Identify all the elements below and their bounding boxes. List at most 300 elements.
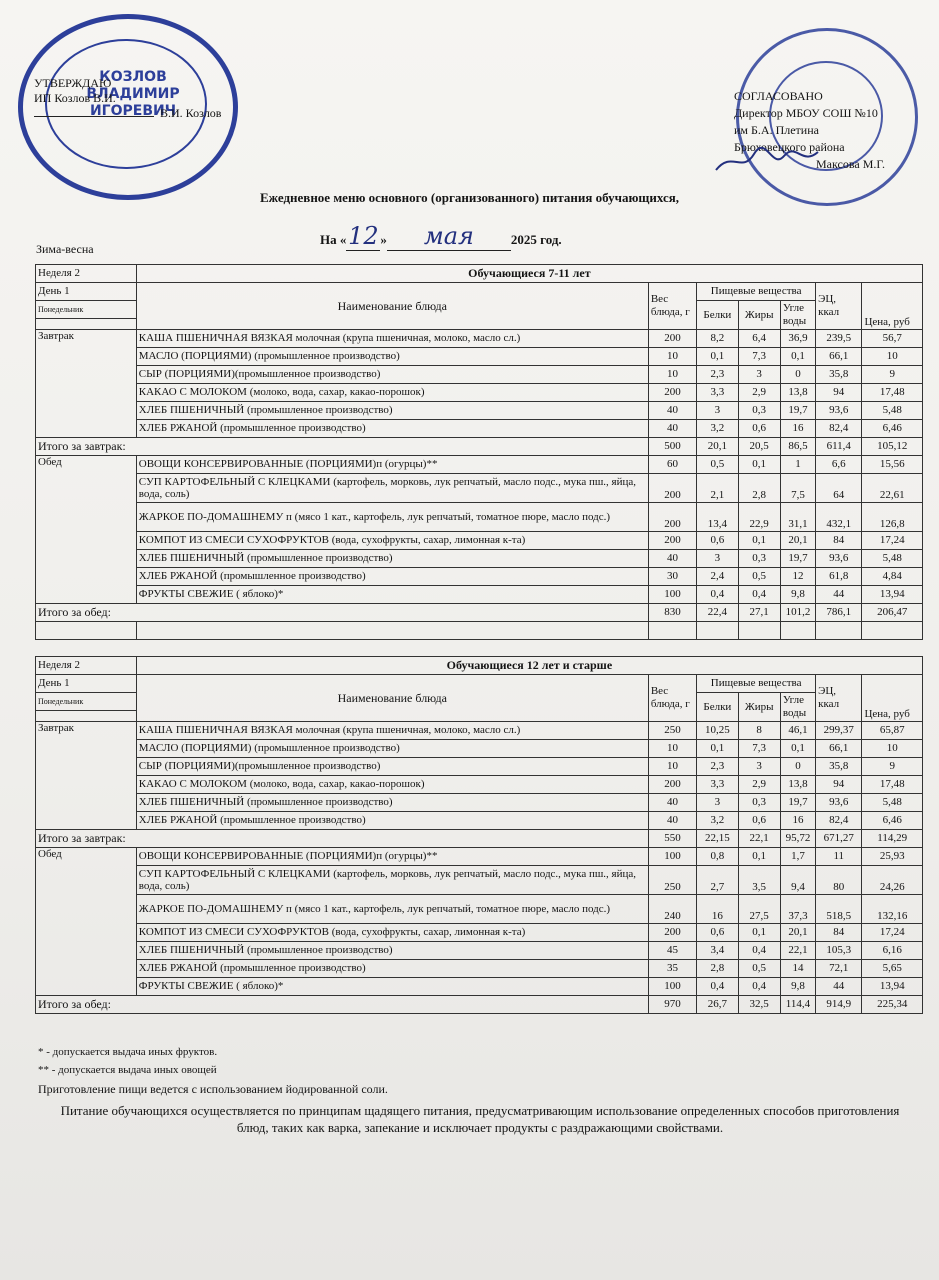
- dish-value-pr: 6,46: [862, 420, 923, 438]
- dish-value-e: 518,5: [816, 895, 862, 924]
- dish-value-p: 3,3: [697, 776, 738, 794]
- dish-row: [36, 366, 923, 384]
- total-value-c: 114,4: [780, 996, 815, 1014]
- dish-value-f: 0,1: [738, 848, 780, 866]
- dish-row: [36, 740, 923, 758]
- dish-value-e: 44: [816, 586, 862, 604]
- dish-value-p: 3,3: [697, 384, 738, 402]
- dish-value-c: 0,1: [780, 740, 815, 758]
- dish-value-w: 10: [648, 348, 696, 366]
- dish-row: [36, 456, 923, 474]
- dish-value-pr: 25,93: [862, 848, 923, 866]
- dish-name-header: Наименование блюда: [136, 675, 648, 722]
- total-value-c: 95,72: [780, 830, 815, 848]
- total-value-p: 22,4: [697, 604, 738, 622]
- dish-value-e: 64: [816, 474, 862, 503]
- dish-value-pr: 5,48: [862, 550, 923, 568]
- dish-name: ЖАРКОЕ ПО-ДОМАШНЕМУ п (мясо 1 кат., картофель, лук репчатый, томатное пюре, масло подс.): [136, 895, 648, 924]
- dish-value-e: 93,6: [816, 794, 862, 812]
- age-group-title: Обучающиеся 7-11 лет: [136, 265, 922, 283]
- dish-row: [36, 586, 923, 604]
- energy-header: ЭЦ, ккал: [816, 283, 862, 330]
- dish-value-p: 3: [697, 402, 738, 420]
- dish-value-pr: 4,84: [862, 568, 923, 586]
- dish-value-p: 3,2: [697, 420, 738, 438]
- left-stamp-name: КОЗЛОВ ВЛАДИМИР ИГОРЕВИЧ: [86, 69, 180, 119]
- blank-cell: [36, 711, 137, 722]
- total-row: [36, 438, 923, 456]
- dish-value-f: 2,9: [738, 384, 780, 402]
- dish-value-c: 1: [780, 456, 815, 474]
- dish-name: ОВОЩИ КОНСЕРВИРОВАННЫЕ (ПОРЦИЯМИ)п (огурцы)**: [136, 456, 648, 474]
- dish-value-pr: 9: [862, 366, 923, 384]
- dish-value-c: 0: [780, 758, 815, 776]
- dish-value-w: 100: [648, 848, 696, 866]
- dish-name: КАКАО С МОЛОКОМ (молоко, вода, сахар, какао-порошок): [136, 384, 648, 402]
- total-label: Итого за обед:: [36, 604, 649, 622]
- dish-value-c: 19,7: [780, 550, 815, 568]
- dish-value-c: 19,7: [780, 794, 815, 812]
- agreed-school: им Б.А. Плетина: [734, 123, 819, 137]
- protein-header: Белки: [697, 301, 738, 330]
- dish-value-f: 3: [738, 366, 780, 384]
- total-value-pr: 114,29: [862, 830, 923, 848]
- total-row: [36, 830, 923, 848]
- dish-value-p: 0,8: [697, 848, 738, 866]
- total-value-w: 830: [648, 604, 696, 622]
- dish-name: КАКАО С МОЛОКОМ (молоко, вода, сахар, какао-порошок): [136, 776, 648, 794]
- menu-table-12-plus: [35, 656, 923, 1014]
- dish-value-pr: 56,7: [862, 330, 923, 348]
- dish-value-c: 19,7: [780, 402, 815, 420]
- week-label: Неделя 2: [36, 265, 137, 283]
- dish-value-w: 40: [648, 550, 696, 568]
- dish-value-e: 84: [816, 924, 862, 942]
- document-title: Ежедневное меню основного (организованного) питания обучающихся,: [259, 190, 680, 205]
- agreed-signer: Максова М.Г.: [816, 157, 885, 171]
- dish-value-e: 94: [816, 384, 862, 402]
- dish-row: [36, 812, 923, 830]
- agreed-position: Директор МБОУ СОШ №10: [734, 106, 878, 120]
- note-vegetables: ** - допускается выдача иных овощей: [38, 1064, 217, 1076]
- total-value-pr: 105,12: [862, 438, 923, 456]
- header-row: [36, 283, 923, 301]
- dish-value-p: 8,2: [697, 330, 738, 348]
- date-day: 12: [348, 222, 379, 250]
- total-value-p: 22,15: [697, 830, 738, 848]
- note-salt: Приготовление пищи ведется с использованием йодированной соли.: [38, 1082, 388, 1096]
- dish-value-f: 0,6: [738, 420, 780, 438]
- spacer-row: [36, 622, 923, 640]
- dish-row: [36, 848, 923, 866]
- dish-value-pr: 17,24: [862, 924, 923, 942]
- dish-value-c: 7,5: [780, 474, 815, 503]
- meal-label: Обед: [36, 848, 137, 996]
- carbs-header: Угле воды: [780, 301, 815, 330]
- dish-value-p: 2,1: [697, 474, 738, 503]
- dish-value-f: 7,3: [738, 740, 780, 758]
- dish-name: ХЛЕБ ПШЕНИЧНЫЙ (промышленное производство): [136, 402, 648, 420]
- dish-value-w: 10: [648, 740, 696, 758]
- total-label: Итого за завтрак:: [36, 438, 649, 456]
- dish-value-p: 10,25: [697, 722, 738, 740]
- dish-value-pr: 22,61: [862, 474, 923, 503]
- dish-value-w: 200: [648, 532, 696, 550]
- dish-value-w: 200: [648, 330, 696, 348]
- dish-value-p: 0,1: [697, 740, 738, 758]
- week-row: [36, 265, 923, 283]
- dish-value-c: 9,4: [780, 866, 815, 895]
- dish-value-w: 40: [648, 402, 696, 420]
- blank-cell: [780, 622, 815, 640]
- dish-value-f: 0,1: [738, 456, 780, 474]
- dish-value-f: 6,4: [738, 330, 780, 348]
- dish-value-e: 35,8: [816, 758, 862, 776]
- dish-value-f: 0,4: [738, 978, 780, 996]
- dish-value-c: 46,1: [780, 722, 815, 740]
- dish-value-w: 40: [648, 420, 696, 438]
- dish-row: [36, 895, 923, 924]
- dish-value-w: 200: [648, 474, 696, 503]
- dish-value-f: 2,9: [738, 776, 780, 794]
- total-value-w: 500: [648, 438, 696, 456]
- dish-value-f: 8: [738, 722, 780, 740]
- total-value-e: 914,9: [816, 996, 862, 1014]
- dish-value-pr: 13,94: [862, 978, 923, 996]
- dish-value-c: 31,1: [780, 503, 815, 532]
- dish-value-f: 0,1: [738, 924, 780, 942]
- dish-value-w: 10: [648, 366, 696, 384]
- dish-value-p: 3,4: [697, 942, 738, 960]
- protein-header: Белки: [697, 693, 738, 722]
- dish-value-w: 30: [648, 568, 696, 586]
- blank-cell: [648, 622, 696, 640]
- dish-value-pr: 6,46: [862, 812, 923, 830]
- total-row: [36, 604, 923, 622]
- dish-value-f: 0,3: [738, 794, 780, 812]
- dish-name: ХЛЕБ ПШЕНИЧНЫЙ (промышленное производство): [136, 794, 648, 812]
- dish-row: [36, 384, 923, 402]
- total-value-e: 786,1: [816, 604, 862, 622]
- dish-value-f: 3,5: [738, 866, 780, 895]
- blank-cell: [816, 622, 862, 640]
- dish-value-pr: 5,65: [862, 960, 923, 978]
- dish-value-p: 2,8: [697, 960, 738, 978]
- dish-value-f: 0,5: [738, 960, 780, 978]
- dish-value-w: 200: [648, 503, 696, 532]
- dish-value-pr: 10: [862, 348, 923, 366]
- note-fruits: * - допускается выдача иных фруктов.: [38, 1046, 218, 1058]
- dish-name: МАСЛО (ПОРЦИЯМИ) (промышленное производство): [136, 740, 648, 758]
- blank-cell: [136, 622, 648, 640]
- total-value-f: 22,1: [738, 830, 780, 848]
- dish-value-w: 200: [648, 776, 696, 794]
- blank-cell: [36, 319, 137, 330]
- dish-row: [36, 568, 923, 586]
- dish-value-p: 3: [697, 794, 738, 812]
- dish-value-pr: 9: [862, 758, 923, 776]
- day-label: День 1: [36, 675, 137, 693]
- dish-row: [36, 420, 923, 438]
- dish-value-e: 72,1: [816, 960, 862, 978]
- dish-value-w: 60: [648, 456, 696, 474]
- dish-value-e: 84: [816, 532, 862, 550]
- dish-name: КОМПОТ ИЗ СМЕСИ СУХОФРУКТОВ (вода, сухофрукты, сахар, лимонная к-та): [136, 924, 648, 942]
- total-label: Итого за обед:: [36, 996, 649, 1014]
- dish-value-c: 13,8: [780, 776, 815, 794]
- dish-value-f: 0,4: [738, 942, 780, 960]
- dish-name: ЖАРКОЕ ПО-ДОМАШНЕМУ п (мясо 1 кат., картофель, лук репчатый, томатное пюре, масло подс.): [136, 503, 648, 532]
- dish-value-w: 10: [648, 758, 696, 776]
- carbs-header: Угле воды: [780, 693, 815, 722]
- week-label: Неделя 2: [36, 657, 137, 675]
- dish-value-f: 3: [738, 758, 780, 776]
- dish-value-pr: 24,26: [862, 866, 923, 895]
- dish-row: [36, 722, 923, 740]
- dish-value-p: 0,4: [697, 586, 738, 604]
- dish-value-c: 1,7: [780, 848, 815, 866]
- fat-header: Жиры: [738, 693, 780, 722]
- dish-row: [36, 866, 923, 895]
- dish-name: ХЛЕБ ПШЕНИЧНЫЙ (промышленное производство): [136, 550, 648, 568]
- dish-value-e: 105,3: [816, 942, 862, 960]
- total-value-f: 27,1: [738, 604, 780, 622]
- season-label: Зима-весна: [36, 242, 94, 256]
- dish-value-f: 0,1: [738, 532, 780, 550]
- dish-name: ХЛЕБ РЖАНОЙ (промышленное производство): [136, 960, 648, 978]
- dish-value-e: 80: [816, 866, 862, 895]
- week-row: [36, 657, 923, 675]
- dish-value-e: 93,6: [816, 550, 862, 568]
- dish-name: СУП КАРТОФЕЛЬНЫЙ С КЛЕЦКАМИ (картофель, морковь, лук репчатый, масло подс., мука пш., яйца, вода, соль): [136, 474, 648, 503]
- dish-value-e: 35,8: [816, 366, 862, 384]
- dish-value-c: 20,1: [780, 924, 815, 942]
- dish-name: СЫР (ПОРЦИЯМИ)(промышленное производство): [136, 758, 648, 776]
- dish-value-e: 82,4: [816, 812, 862, 830]
- agreed-heading: СОГЛАСОВАНО: [734, 89, 823, 103]
- dish-value-c: 9,8: [780, 586, 815, 604]
- weight-header: Вес блюда, г: [648, 675, 696, 722]
- dish-row: [36, 348, 923, 366]
- dish-value-w: 40: [648, 812, 696, 830]
- blank-cell: [738, 622, 780, 640]
- date-month: мая: [387, 222, 511, 251]
- dish-value-f: 22,9: [738, 503, 780, 532]
- dish-value-e: 93,6: [816, 402, 862, 420]
- dish-value-c: 9,8: [780, 978, 815, 996]
- price-header: Цена, руб: [862, 675, 923, 722]
- header-row: [36, 675, 923, 693]
- dish-value-c: 14: [780, 960, 815, 978]
- dish-value-f: 0,6: [738, 812, 780, 830]
- day-label: День 1: [36, 283, 137, 301]
- total-value-e: 611,4: [816, 438, 862, 456]
- dish-value-w: 45: [648, 942, 696, 960]
- dish-row: [36, 978, 923, 996]
- dish-row: [36, 402, 923, 420]
- dish-row: [36, 474, 923, 503]
- weekday-label: Понедельник: [36, 301, 137, 319]
- dish-value-w: 40: [648, 794, 696, 812]
- total-row: [36, 996, 923, 1014]
- dish-row: [36, 942, 923, 960]
- dish-value-pr: 17,24: [862, 532, 923, 550]
- dish-value-w: 200: [648, 384, 696, 402]
- dish-value-p: 16: [697, 895, 738, 924]
- total-value-w: 550: [648, 830, 696, 848]
- energy-header: ЭЦ, ккал: [816, 675, 862, 722]
- dish-name: ХЛЕБ РЖАНОЙ (промышленное производство): [136, 812, 648, 830]
- dish-value-f: 27,5: [738, 895, 780, 924]
- total-value-f: 20,5: [738, 438, 780, 456]
- blank-cell: [36, 622, 137, 640]
- approve-signer: В.И. Козлов: [160, 106, 222, 120]
- total-value-c: 101,2: [780, 604, 815, 622]
- dish-name: СЫР (ПОРЦИЯМИ)(промышленное производство): [136, 366, 648, 384]
- meal-label: Завтрак: [36, 330, 137, 438]
- dish-value-e: 6,6: [816, 456, 862, 474]
- dish-value-e: 11: [816, 848, 862, 866]
- approve-entrepreneur: ИП Козлов В.И.: [34, 91, 116, 105]
- price-header: Цена, руб: [862, 283, 923, 330]
- meal-label: Обед: [36, 456, 137, 604]
- dish-value-pr: 65,87: [862, 722, 923, 740]
- dish-name-header: Наименование блюда: [136, 283, 648, 330]
- total-label: Итого за завтрак:: [36, 830, 649, 848]
- dish-value-w: 35: [648, 960, 696, 978]
- dish-row: [36, 532, 923, 550]
- dish-name: ХЛЕБ РЖАНОЙ (промышленное производство): [136, 568, 648, 586]
- dish-name: КОМПОТ ИЗ СМЕСИ СУХОФРУКТОВ (вода, сухофрукты, сахар, лимонная к-та): [136, 532, 648, 550]
- total-value-pr: 225,34: [862, 996, 923, 1014]
- dish-row: [36, 758, 923, 776]
- total-value-f: 32,5: [738, 996, 780, 1014]
- dish-name: СУП КАРТОФЕЛЬНЫЙ С КЛЕЦКАМИ (картофель, морковь, лук репчатый, масло подс., мука пш., яйца, вода, соль): [136, 866, 648, 895]
- dish-value-p: 2,3: [697, 758, 738, 776]
- dish-value-c: 13,8: [780, 384, 815, 402]
- dish-name: ХЛЕБ РЖАНОЙ (промышленное производство): [136, 420, 648, 438]
- dish-value-p: 3: [697, 550, 738, 568]
- age-group-title: Обучающиеся 12 лет и старше: [136, 657, 922, 675]
- dish-row: [36, 960, 923, 978]
- meal-label: Завтрак: [36, 722, 137, 830]
- dish-value-p: 0,4: [697, 978, 738, 996]
- dish-value-e: 61,8: [816, 568, 862, 586]
- dish-value-c: 16: [780, 812, 815, 830]
- dish-value-p: 0,6: [697, 532, 738, 550]
- dish-value-w: 250: [648, 722, 696, 740]
- dish-value-e: 94: [816, 776, 862, 794]
- dish-value-w: 250: [648, 866, 696, 895]
- dish-value-e: 82,4: [816, 420, 862, 438]
- dish-value-p: 2,4: [697, 568, 738, 586]
- handwritten-signature: [712, 140, 822, 180]
- total-value-e: 671,27: [816, 830, 862, 848]
- approval-block-left: [34, 76, 221, 121]
- dish-value-pr: 5,48: [862, 794, 923, 812]
- dish-value-p: 13,4: [697, 503, 738, 532]
- menu-table-7-11: [35, 264, 923, 640]
- dish-value-c: 12: [780, 568, 815, 586]
- dish-row: [36, 330, 923, 348]
- dish-value-pr: 5,48: [862, 402, 923, 420]
- dish-value-pr: 17,48: [862, 384, 923, 402]
- dish-value-f: 0,3: [738, 402, 780, 420]
- dish-value-pr: 15,56: [862, 456, 923, 474]
- dish-value-w: 240: [648, 895, 696, 924]
- dish-value-pr: 13,94: [862, 586, 923, 604]
- dish-row: [36, 924, 923, 942]
- dish-row: [36, 794, 923, 812]
- dish-name: ФРУКТЫ СВЕЖИЕ ( яблоко)*: [136, 586, 648, 604]
- total-value-pr: 206,47: [862, 604, 923, 622]
- dish-value-p: 2,3: [697, 366, 738, 384]
- dish-name: ФРУКТЫ СВЕЖИЕ ( яблоко)*: [136, 978, 648, 996]
- dish-value-pr: 132,16: [862, 895, 923, 924]
- dish-value-e: 44: [816, 978, 862, 996]
- menu-date: На «12 » мая 2025 год.: [320, 222, 562, 250]
- dish-value-e: 239,5: [816, 330, 862, 348]
- dish-value-c: 36,9: [780, 330, 815, 348]
- dish-value-f: 2,8: [738, 474, 780, 503]
- dish-value-p: 0,6: [697, 924, 738, 942]
- nutrients-header: Пищевые вещества: [697, 283, 816, 301]
- total-value-p: 20,1: [697, 438, 738, 456]
- dish-name: КАША ПШЕНИЧНАЯ ВЯЗКАЯ молочная (крупа пшеничная, молоко, масло сл.): [136, 330, 648, 348]
- dish-value-f: 7,3: [738, 348, 780, 366]
- total-value-p: 26,7: [697, 996, 738, 1014]
- dish-value-p: 3,2: [697, 812, 738, 830]
- approve-heading: УТВЕРЖДАЮ: [34, 76, 112, 90]
- dish-name: МАСЛО (ПОРЦИЯМИ) (промышленное производство): [136, 348, 648, 366]
- weight-header: Вес блюда, г: [648, 283, 696, 330]
- dish-value-e: 299,37: [816, 722, 862, 740]
- weekday-label: Понедельник: [36, 693, 137, 711]
- total-value-w: 970: [648, 996, 696, 1014]
- dish-value-c: 0: [780, 366, 815, 384]
- nutrients-header: Пищевые вещества: [697, 675, 816, 693]
- dish-value-pr: 6,16: [862, 942, 923, 960]
- dish-value-w: 100: [648, 586, 696, 604]
- signature-line: [34, 116, 154, 117]
- dish-value-w: 200: [648, 924, 696, 942]
- dish-name: ОВОЩИ КОНСЕРВИРОВАННЫЕ (ПОРЦИЯМИ)п (огурцы)**: [136, 848, 648, 866]
- dish-value-c: 20,1: [780, 532, 815, 550]
- dish-value-e: 432,1: [816, 503, 862, 532]
- dish-value-pr: 10: [862, 740, 923, 758]
- fat-header: Жиры: [738, 301, 780, 330]
- policy-text: Питание обучающихся осуществляется по принципам щадящего питания, предусматривающим использование определенных способов приготовления блюд, таких как варка, запекание и исключает продукты с раздражающими свойствами.: [60, 1103, 900, 1135]
- dish-value-p: 0,1: [697, 348, 738, 366]
- total-value-c: 86,5: [780, 438, 815, 456]
- dish-value-p: 2,7: [697, 866, 738, 895]
- dish-value-e: 66,1: [816, 348, 862, 366]
- dish-value-e: 66,1: [816, 740, 862, 758]
- dish-value-f: 0,3: [738, 550, 780, 568]
- dish-value-c: 16: [780, 420, 815, 438]
- dish-name: ХЛЕБ ПШЕНИЧНЫЙ (промышленное производство): [136, 942, 648, 960]
- dish-row: [36, 776, 923, 794]
- dish-row: [36, 550, 923, 568]
- dish-value-c: 0,1: [780, 348, 815, 366]
- dish-value-w: 100: [648, 978, 696, 996]
- dish-name: КАША ПШЕНИЧНАЯ ВЯЗКАЯ молочная (крупа пшеничная, молоко, масло сл.): [136, 722, 648, 740]
- dish-value-f: 0,5: [738, 568, 780, 586]
- dish-value-f: 0,4: [738, 586, 780, 604]
- dish-value-pr: 17,48: [862, 776, 923, 794]
- blank-cell: [862, 622, 923, 640]
- dish-row: [36, 503, 923, 532]
